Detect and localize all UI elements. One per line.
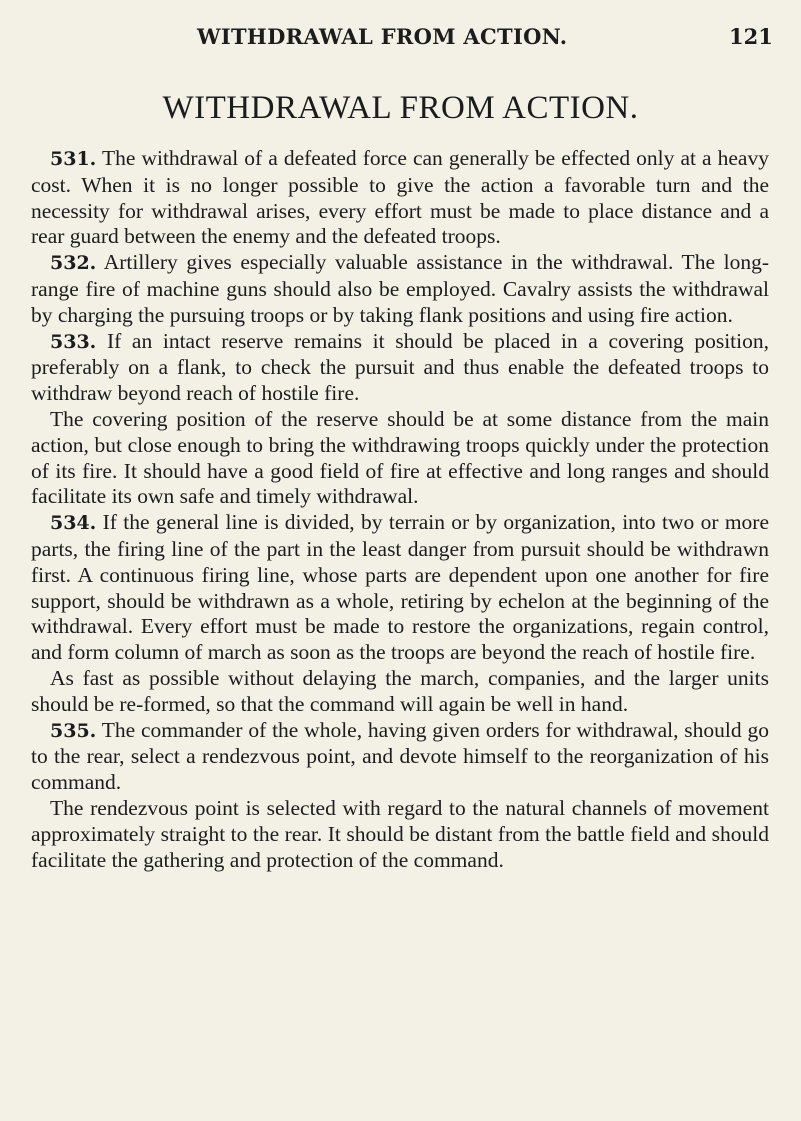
paragraph-532 xyxy=(31,250,769,328)
paragraph-text: Artillery gives especially valuable assistance in the withdrawal. The long-range fire of machine guns should also be employed. Cavalry assists the withdrawal by charging the pursuing troops or by taking flank positions and using fire action. xyxy=(31,250,769,327)
paragraph-number: 531. xyxy=(50,148,97,170)
paragraph-number: 534. xyxy=(50,512,97,535)
paragraph-535-continued xyxy=(31,796,769,873)
paragraph-533-continued xyxy=(31,407,769,510)
paragraph-number: 533. xyxy=(50,330,97,353)
paragraph-number: 532. xyxy=(50,252,97,275)
paragraph-text: The rendezvous point is selected with regard to the natural channels of movement approximately straight to the rear. It should be distant from the battle field and should facilitate the gathering and protection of the command. xyxy=(31,795,769,872)
paragraph-531 xyxy=(31,146,769,250)
paragraph-533 xyxy=(31,329,769,407)
paragraph-text: The withdrawal of a defeated force can generally be effected only at a heavy cost. When it is no longer possible to give the action a favorable turn and the necessity for withdrawal arises, every effort must be made to place distance and a rear guard between the enemy and the defeated troops. xyxy=(31,146,769,249)
chapter-title: WITHDRAWAL FROM ACTION. xyxy=(162,90,639,126)
paragraph-535 xyxy=(31,718,769,796)
paragraph-text: If the general line is divided, by terrain or by organization, into two or more parts, the firing line of the part in the least danger from pursuit should be withdrawn first. A continuous firing line, whose parts are dependent upon one another for fire support, should be withdrawn as a whole, retiring by echelon at the beginning of the withdrawal. Every effort must be made to restore the organizations, regain control, and form column of march as soon as the troops are beyond the reach of hostile fire. xyxy=(31,510,770,665)
paragraph-534-continued xyxy=(31,666,769,718)
paragraph-number: 535. xyxy=(50,719,97,742)
paragraph-534 xyxy=(31,510,769,666)
paragraph-text: The commander of the whole, having given orders for withdrawal, should go to the rear, select a rendezvous point, and devote himself to the reorganization of his command. xyxy=(31,717,769,795)
paragraph-text: As fast as possible without delaying the march, companies, and the larger units should be re-formed, so that the command will again be well in hand. xyxy=(31,665,769,716)
running-header xyxy=(0,24,801,54)
running-title: WITHDRAWAL FROM ACTION. xyxy=(197,24,568,49)
body-text xyxy=(31,146,769,873)
page-number: 121 xyxy=(729,24,773,49)
paragraph-text: If an intact reserve remains it should be placed in a covering position, preferably on a flank, to check the pursuit and thus enable the defeated troops to withdraw beyond reach of hostile fire. xyxy=(31,328,770,406)
paragraph-text: The covering position of the reserve should be at some distance from the main action, but close enough to bring the withdrawing troops quickly under the protection of its fire. It should have a good field of fire at effective and long ranges and should facilitate its own safe and timely withdrawal. xyxy=(31,406,769,509)
